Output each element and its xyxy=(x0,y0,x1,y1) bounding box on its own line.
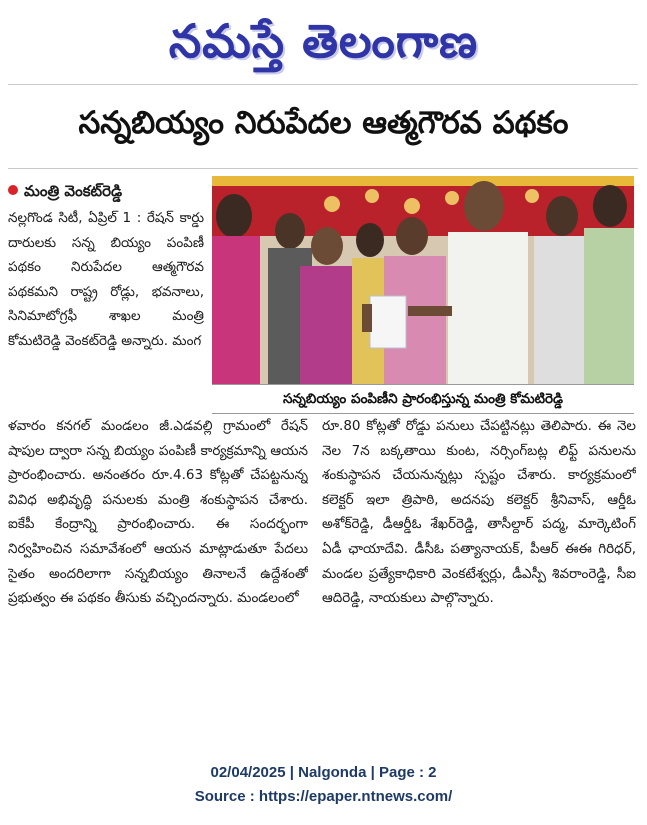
article-photo xyxy=(212,176,634,384)
divider xyxy=(8,84,638,85)
byline xyxy=(8,180,208,202)
byline-name: మంత్రి వెంకట్‌రెడ్డి xyxy=(24,182,123,200)
article-body-col1: నల్లగొండ సిటీ, ఏప్రిల్ 1 : రేషన్ కార్డు దారులకు సన్న బియ్యం పంపిణీ పథకం నిరుపేదల ఆత్మగౌరవ పథకమని రాష్ట్ర రోడ్లు, భవనాలు, సినిమాటోగ్రఫీ శాఖల మంత్రి కోమటిరెడ్డి వెంకట్‌రెడ్డి అన్నారు. మంగ xyxy=(8,210,204,349)
bullet-icon xyxy=(8,185,18,195)
article-body-col1-cont: ళవారం కనగల్ మండలం జీ.ఎడవల్లి గ్రామంలో రేషన్ షాపుల ద్వారా సన్న బియ్యం పంపిణీ కార్యక్రమాన్ని ఆయన ప్రారంభించారు. అనంతరం రూ.4.63 కోట్లతో చేపట్టనున్న వివిధ అభివృద్ధి పనులకు మంత్రి శంకుస్థాపన చేశారు. ఐకేపీ కేంద్రాన్ని ప్రారంభించారు. ఈ సందర్భంగా నిర్వహించిన సమావేశంలో ఆయన మాట్లాడుతూ పేదలు సైతం అందరిలాగా సన్నబియ్యం తినాలనే ఉద్దేశంతో ప్రభుత్వం ఈ పథకం తీసుకు వచ్చిందన్నారు. మండలంలో xyxy=(8,418,308,607)
divider xyxy=(8,168,638,169)
masthead-title: నమస్తే తెలంగాణ xyxy=(168,14,479,68)
photo-caption: సన్నబియ్యం పంపిణీని ప్రారంభిస్తున్న మంత్రి కోమటిరెడ్డి xyxy=(212,384,634,414)
footer-date-edition: 02/04/2025 | Nalgonda | Page : 2 xyxy=(210,764,437,781)
footer-source: Source : https://epaper.ntnews.com/ xyxy=(194,788,453,805)
headline: సన్నబియ్యం నిరుపేదల ఆత్మగౌరవ పథకం xyxy=(78,105,569,141)
article-body-col2: రూ.80 కోట్లతో రోడ్డు పనులు చేపట్టినట్లు తెలిపారు. ఈ నెల నెల 7న బక్కతాయి కుంట, నర్సింగ్‌బట్ల లిఫ్ట్ పనులను శంకుస్థాపన చేయనున్నట్లు స్పష్టం చేశారు. కార్యక్రమంలో కలెక్టర్ ఇలా త్రిపాఠి, అదనపు కలెక్టర్ శ్రీనివాస్, ఆర్డీఓ అశోక్‌రెడ్డి, డీఆర్డీఓ శేఖర్‌రెడ్డి, తాసీల్దార్ పద్మ, మార్కెటింగ్ ఏడీ ఛాయాదేవి. డీసీఓ పత్యానాయక్, పీఆర్ ఈఈ గిరిధర్, మండల ప్రత్యేకాధికారి వెంకటేశ్వర్లు, డీఎస్పీ శివరాంరెడ్డి, సీఐ ఆదిరెడ్డి, నాయకులు పాల్గొన్నారు. xyxy=(322,418,636,607)
photo-illustration xyxy=(212,176,634,384)
